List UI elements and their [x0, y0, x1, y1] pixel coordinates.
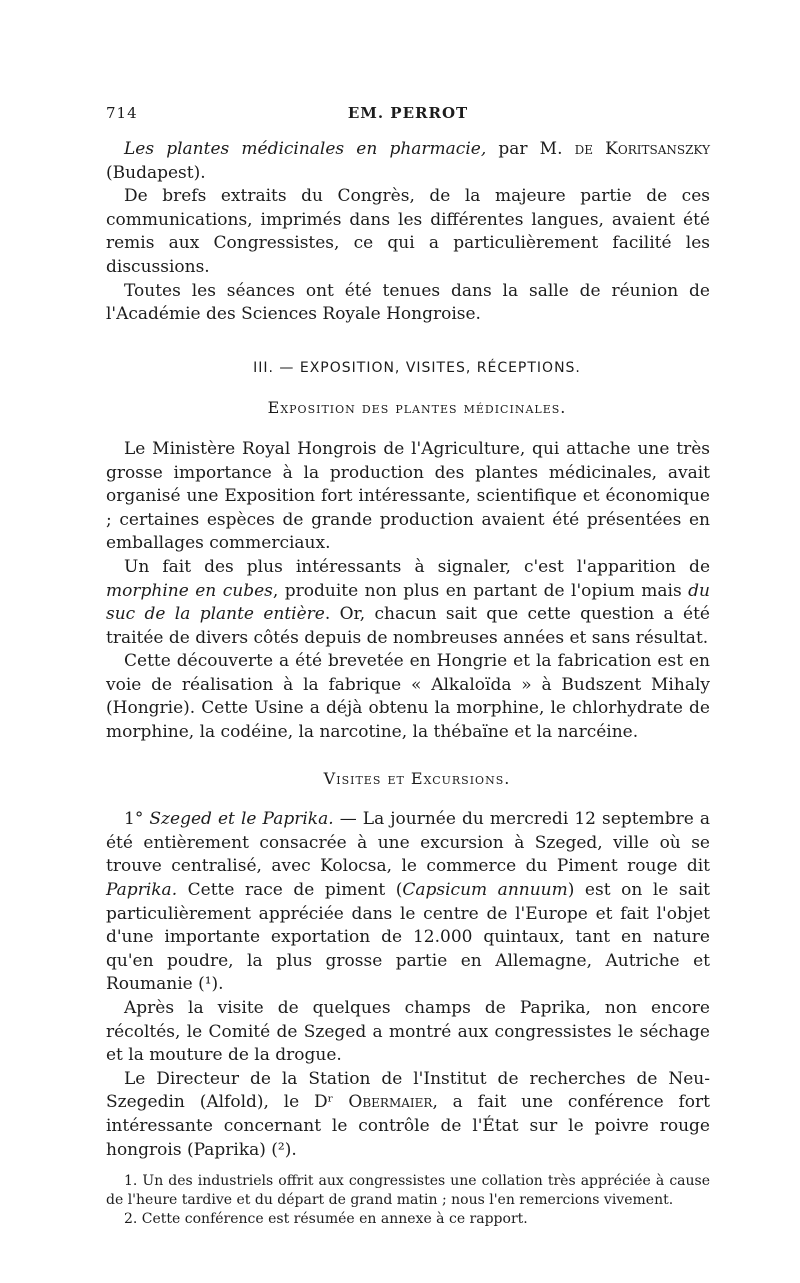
section-heading: III. — EXPOSITION, VISITES, RÉCEPTIONS.	[253, 359, 581, 376]
paragraph-visite-champs: Après la visite de quelques champs de Paprika, non encore récoltés, le Comité de Szeged a montré aux congressistes le séchage et la mouture de la drogue.	[106, 998, 710, 1066]
paragraph-ministere: Le Ministère Royal Hongrois de l'Agriculture, qui attache une très grosse importance à la production des plantes médicinales, avait organisé une Exposition fort intéressante, scientifique et économique ; certaines espèces de grande production avaient été présentées en emballages commerciaux.	[106, 438, 710, 554]
paragraph-directeur	[106, 1068, 710, 1162]
spacer	[106, 380, 710, 396]
paragraph-extracts: De brefs extraits du Congrès, de la majeure partie de ces communications, imprimés dans les différentes langues, avaient été remis aux Congressistes, ce qui a particulièrement facilité les discussions.	[106, 186, 710, 277]
footnotes	[106, 1172, 710, 1229]
text-run: par M.	[486, 139, 575, 159]
communication-author: de Koritsanszky	[574, 139, 710, 159]
text-run: 1°	[124, 809, 150, 830]
italic-run: Capsicum annuum	[402, 880, 568, 901]
spacer	[106, 745, 710, 767]
italic-run: Szeged et le Paprika.	[149, 809, 334, 830]
text-run: , produite non plus en partant de l'opium mais	[272, 580, 689, 601]
spacer	[106, 327, 710, 357]
text-run: ) est on le sait particulièrement appréciée dans le centre de l'Europe et fait l'objet d'une importante exportation de 12.000 quintaux, tant en nature qu'en poudre, la plus grosse partie en Allemagne, Autriche et Roumanie (¹).	[106, 880, 711, 995]
italic-run: Paprika.	[106, 880, 178, 901]
italic-run: du suc de la plante entière	[106, 580, 710, 625]
communication-title: Les plantes médicinales en pharmacie,	[124, 139, 487, 159]
text-run: , a fait une conférence fort intéressante concernant le contrôle de l'État sur le poivre rouge hongrois (Paprika) (²).	[106, 1092, 710, 1160]
person-name: Obermaier	[348, 1092, 433, 1113]
text-run: Cette race de piment (	[177, 880, 403, 901]
footnote: 1. Un des industriels offrit aux congressistes une collation très appréciée à cause de l'heure tardive et du départ de grand matin ; nous l'en remercions vivement.	[106, 1173, 710, 1209]
paragraph-seances: Toutes les séances ont été tenues dans la salle de réunion de l'Académie des Sciences Royale Hongroise.	[106, 280, 710, 325]
paragraph-decouverte: Cette découverte a été brevetée en Hongrie et la fabrication est en voie de réalisation à la fabrique « Alkaloïda » à Budszent Mihaly (Hongrie). Cette Usine a déjà obtenu la morphine, le chlorhydrate de morphine, la codéine, la narcotine, la thébaïne et la narcéine.	[106, 651, 710, 743]
italic-run: morphine en cubes	[106, 580, 273, 601]
page-number: 714	[106, 104, 138, 122]
subheading-visites: Visites et Excursions.	[323, 768, 511, 788]
running-author: EM. PERROT	[347, 104, 469, 122]
paragraph-communication	[106, 138, 710, 185]
paragraph-morphine	[106, 556, 710, 650]
spacer	[106, 420, 710, 438]
text-run: — La journée du mercredi 12 septembre a été entièrement consacrée à une excursion à Szeged, ville où se trouve centralisé, avec Kolocsa, le commerce du Piment rouge dit	[106, 809, 710, 877]
text-run: Le Directeur de la Station de l'Institut de recherches de Neu-Szegedin (Alfold), le Dʳ	[106, 1068, 710, 1113]
paragraph-szeged	[106, 808, 710, 997]
page-body	[106, 138, 710, 1229]
text-run: . Or, chacun sait que cette question a été traitée de divers côtés depuis de nombreuses années et sans résultat.	[106, 604, 710, 648]
text-run: Un fait des plus intéressants à signaler, c'est l'apparition de	[124, 556, 710, 577]
subheading-exposition: Exposition des plantes médicinales.	[267, 398, 567, 418]
spacer	[106, 790, 710, 808]
footnote: 2. Cette conférence est résumée en annexe à ce rapport.	[124, 1211, 528, 1228]
text-run: (Budapest).	[106, 162, 206, 183]
